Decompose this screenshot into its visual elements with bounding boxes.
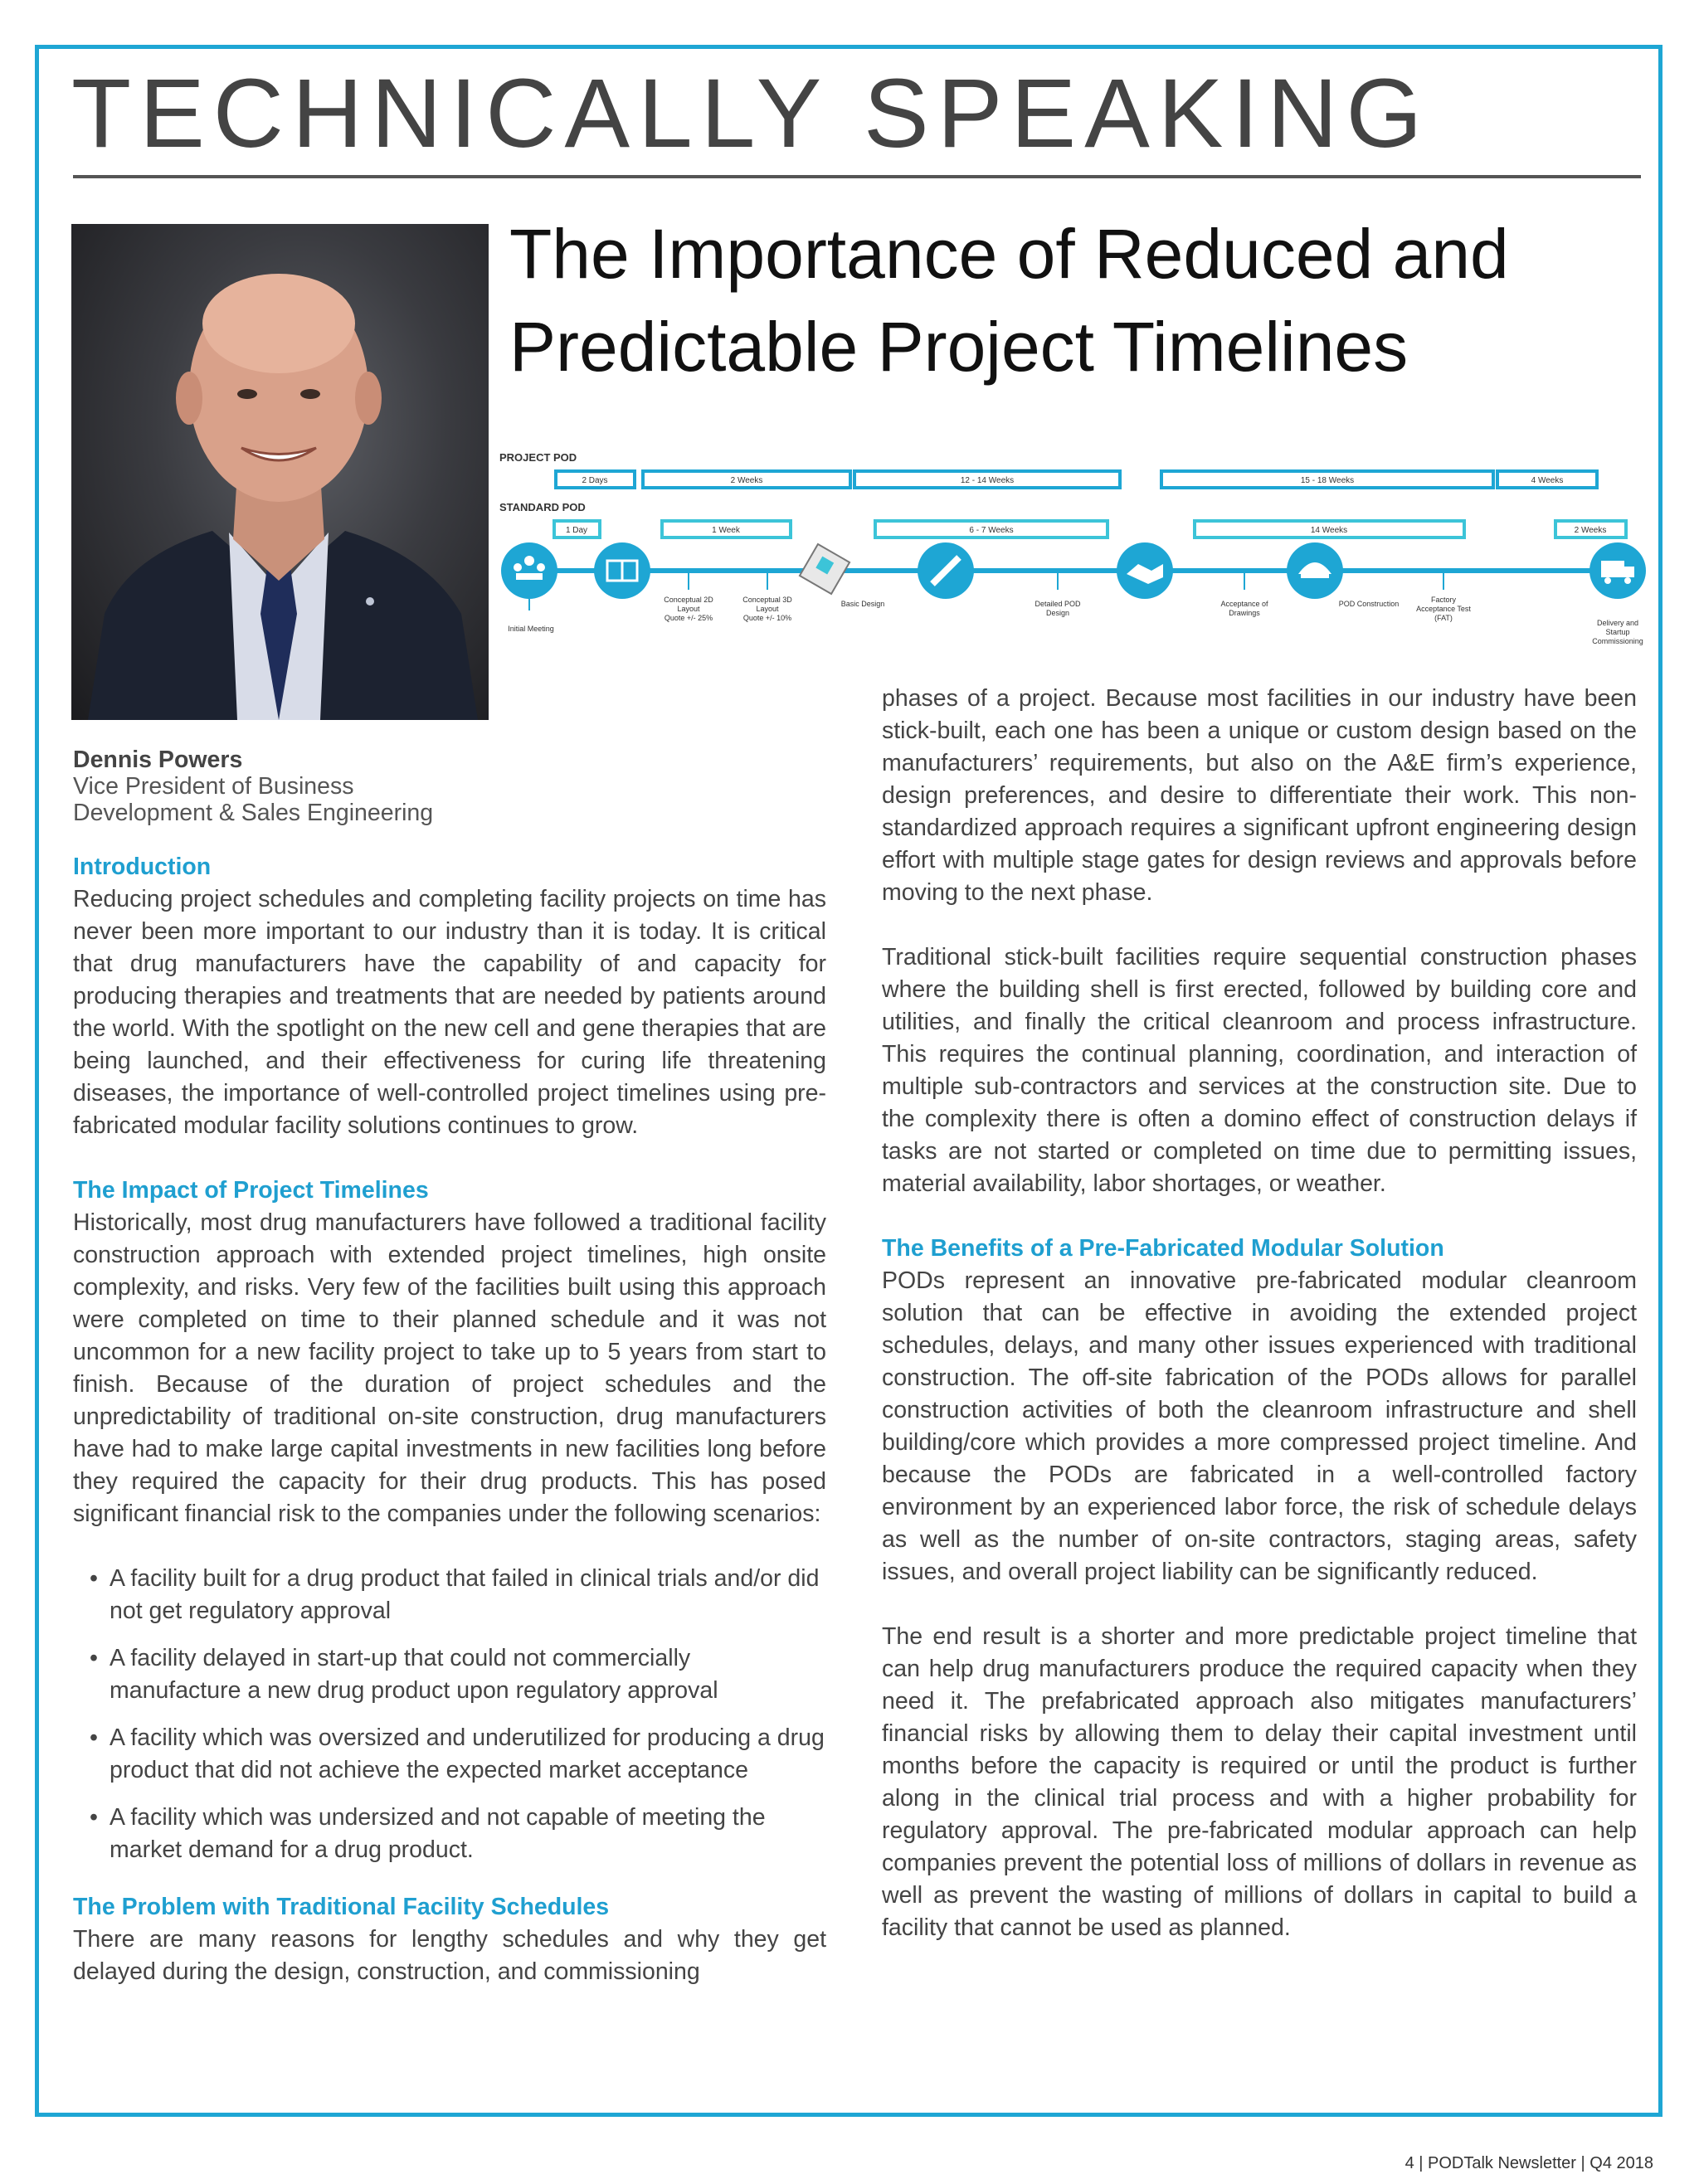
handshake-icon (1117, 542, 1173, 599)
project-duration: 2 Weeks (730, 476, 763, 485)
impact-paragraph: Historically, most drug manufacturers have followed a traditional facility construction approach with extended project timelines, high onsite complexity, and risks. Very few of the facilities built using this approach were completed on time to their planned schedule and it was not uncommon for a new facility project to take up to 5 years from start to finish. Because of the duration of project schedules and the unpredictability of traditional on-site construction, drug manufacturers have had to make large capital investments in new facilities long before they required the capacity for their drug products. This has posed significant financial risk to the companies under the following scenarios: (73, 1209, 826, 1527)
step-label: Basic Design (840, 600, 885, 608)
step-label: Factory Acceptance Test (FAT) (1416, 596, 1471, 622)
project-duration: 12 - 14 Weeks (960, 476, 1015, 485)
meeting-icon (501, 542, 557, 610)
standard-duration: 1 Day (565, 526, 588, 535)
end-result-paragraph: The end result is a shorter and more predictable project timeline that can help drug manufacturers produce the required capacity when they need it. The prefabricated approach also mitigates manufacturers’ financial risks by allowing them to delay their capital investment until months before the capacity is required or until the product is further along in the clinical trial process and with a higher probability for regulatory approval. The pre-fabricated modular approach can help companies prevent the potential loss of millions of dollars in revenue as well as prevent the wasting of millions of dollars in capital to build a facility that cannot be used as planned. (882, 1623, 1637, 1941)
left-column (73, 747, 826, 1988)
timeline-svg (498, 445, 1659, 660)
list-item: • A facility built for a drug product that failed in clinical trials and/or did not get regulatory approval (73, 1563, 826, 1627)
headline (509, 207, 1671, 393)
right-paragraph-1: phases of a project. Because most facilities in our industry have been stick-built, each one has been a unique or custom design based on the manufacturers’ requirements, but also on the A&E firm’s experience, design preferences, and desire to differentiate their work. This non-standardized approach requires a significant upfront engineering design effort with multiple stage gates for design reviews and approvals before moving to the next phase. (882, 685, 1637, 906)
benefits-heading: The Benefits of a Pre-Fabricated Modular Solution (882, 1235, 1444, 1262)
standard-pod-row (554, 521, 1626, 537)
list-item: • A facility which was undersized and not capable of meeting the market demand for a drug product. (73, 1802, 826, 1866)
model-icon (800, 544, 850, 594)
step-label: Detailed POD Design (1034, 600, 1081, 617)
truck-icon (1589, 542, 1646, 599)
project-duration: 15 - 18 Weeks (1300, 476, 1355, 485)
impact-heading: The Impact of Project Timelines (73, 1177, 429, 1204)
intro-paragraph: Reducing project schedules and completing facility projects on time has never been more important to our industry than it is today. It is critical that drug manufacturers have the capability of and capacity for producing therapies and treatments that are needed by patients around the world. With the spotlight on the new cell and gene therapies that are being launched, and their effectiveness for curing life threatening diseases, the importance of well-controlled project timelines using pre-fabricated modular facility solutions continues to grow. (73, 886, 826, 1139)
standard-duration: 6 - 7 Weeks (969, 526, 1014, 535)
benefits-paragraph: PODs represent an innovative pre-fabricated modular cleanroom solution that can be effective in avoiding the extended project schedules, delays, and many other issues experienced with traditional construction. The off-site fabrication of the PODs allows for parallel construction activities of both the cleanroom infrastructure and shell building/core which provides a more compressed project timeline. And because the PODs are fabricated in a well-controlled factory environment by an experienced labor force, the risk of schedule delays as well as the number of on-site contractors, staging areas, safety issues, and overall project liability can be significantly reduced. (882, 1267, 1637, 1585)
construction-icon (1287, 542, 1343, 599)
problem-heading: The Problem with Traditional Facility Schedules (73, 1894, 610, 1920)
standard-duration: 1 Week (712, 526, 740, 535)
pencil-icon (918, 542, 974, 599)
risk-scenarios-list (73, 1563, 826, 1866)
masthead-rule (73, 175, 1641, 178)
masthead: TECHNICALLY SPEAKING (71, 59, 1431, 168)
page-footer: 4 | PODTalk Newsletter | Q4 2018 (1404, 2154, 1653, 2172)
author-title-line-2: Development & Sales Engineering (73, 800, 434, 826)
row2-label: STANDARD POD (499, 501, 586, 513)
right-column (882, 683, 1637, 1944)
author-photo (71, 224, 489, 720)
row1-label: PROJECT POD (499, 451, 577, 464)
right-paragraph-2: Traditional stick-built facilities require sequential construction phases where the building shell is first erected, followed by building core and utilities, and finally the critical cleanroom and process infrastructure. This requires the continual planning, coordination, and interaction of multiple sub-contractors and services at the construction site. Due to the complexity there is often a domino effect of construction delays if tasks are not started or completed on time due to permitting issues, material availability, labor shortages, or weather. (882, 944, 1637, 1197)
project-duration: 4 Weeks (1531, 476, 1564, 485)
step-label: POD Construction (1338, 600, 1400, 608)
list-item: • A facility delayed in start-up that could not commercially manufacture a new drug product upon regulatory approval (73, 1642, 826, 1707)
step-label: Delivery and Startup Commissioning (1592, 619, 1643, 645)
step-label: Conceptual 2D Layout Quote +/- 25% (664, 596, 713, 622)
step-label: Acceptance of Drawings (1220, 600, 1268, 617)
headline-line-1: The Importance of Reduced and (509, 215, 1509, 293)
intro-heading: Introduction (73, 854, 212, 880)
portrait-illustration (71, 224, 489, 720)
step-label: Initial Meeting (508, 625, 554, 633)
timeline-infographic (498, 445, 1659, 660)
standard-duration: 2 Weeks (1574, 526, 1607, 535)
project-pod-row (556, 471, 1597, 488)
list-item: • A facility which was oversized and underutilized for producing a drug product that did not achieve the expected market acceptance (73, 1722, 826, 1787)
layout-icon (594, 542, 650, 599)
author-title-line-1: Vice President of Business (73, 773, 354, 800)
standard-duration: 14 Weeks (1310, 526, 1348, 535)
problem-paragraph: There are many reasons for lengthy schedules and why they get delayed during the design, construction, and commissioning (73, 1926, 826, 1985)
project-duration: 2 Days (582, 476, 608, 485)
author-name: Dennis Powers (73, 747, 243, 773)
step-label: Conceptual 3D Layout Quote +/- 10% (742, 596, 792, 622)
headline-line-2: Predictable Project Timelines (509, 308, 1409, 386)
